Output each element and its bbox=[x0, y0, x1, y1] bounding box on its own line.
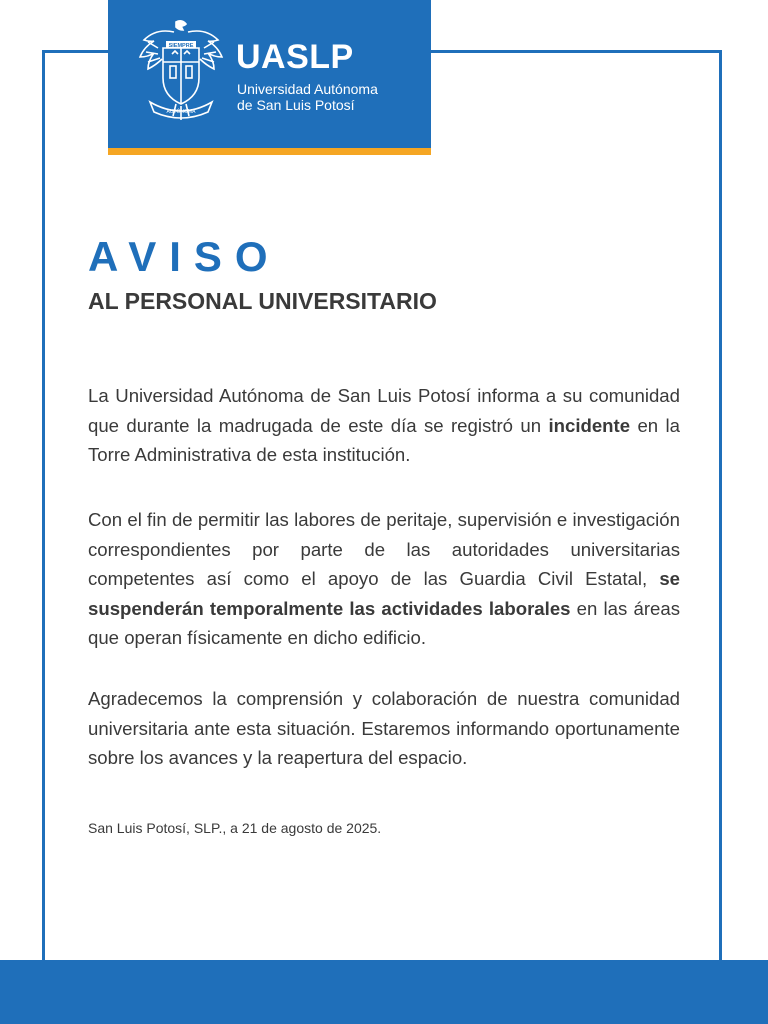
bold-text: se suspenderán temporalmente las actividades laborales bbox=[88, 568, 680, 619]
text: La Universidad Autónoma de San Luis Potosí informa a su comunidad que durante la madrugada de este día se registró un bbox=[88, 385, 680, 436]
bold-text: incidente bbox=[548, 414, 631, 436]
svg-text:SIEMPRE: SIEMPRE bbox=[168, 43, 194, 49]
date-line: San Luis Potosí, SLP., a 21 de agosto de 2025. bbox=[88, 820, 382, 836]
university-seal-icon bbox=[136, 18, 226, 122]
text: Con el fin de permitir las labores de peritaje, supervisión e investigación correspondientes por parte de las autoridades universitarias competentes así como el apoyo de las Guardia Civil Estatal, bbox=[88, 509, 680, 589]
header-banner bbox=[108, 0, 431, 148]
brand-name: UASLP bbox=[236, 38, 354, 76]
university-name bbox=[237, 81, 427, 113]
header-accent-stripe bbox=[108, 148, 431, 155]
paragraph-incident bbox=[88, 381, 680, 470]
university-name-line2: de San Luis Potosí bbox=[237, 97, 355, 113]
text: en la Torre Administrativa de esta institución. bbox=[88, 414, 680, 465]
notice-title: AVISO bbox=[88, 233, 281, 280]
svg-text:AUTÓNOMA: AUTÓNOMA bbox=[166, 109, 196, 115]
footer-bar bbox=[0, 960, 768, 1024]
university-name-line1: Universidad Autónoma bbox=[237, 81, 378, 97]
text: en las áreas que operan físicamente en dicho edificio. bbox=[88, 597, 680, 648]
notice-subtitle: AL PERSONAL UNIVERSITARIO bbox=[88, 288, 437, 314]
paragraph-suspension bbox=[88, 505, 680, 653]
paragraph-thanks: Agradecemos la comprensión y colaboración de nuestra comunidad universitaria ante esta situación. Estaremos informando oportunamente sobre los avances y la reapertura del espacio. bbox=[88, 688, 680, 768]
